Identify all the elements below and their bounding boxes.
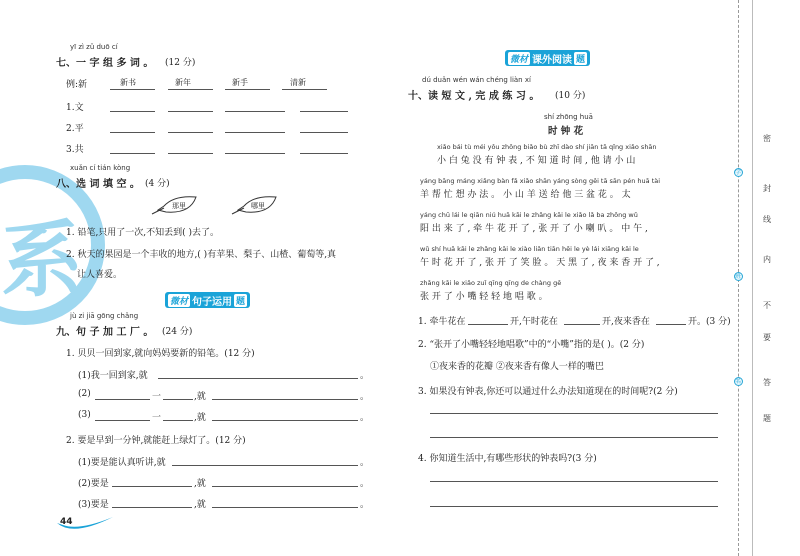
s9-q1c-blank-2[interactable]: [163, 420, 193, 421]
r-q1-end: 开。(3 分): [688, 317, 731, 327]
binding-char-6: 要: [763, 333, 771, 342]
s9-q2: 2. 要是早到一分钟,就能赶上绿灯了。(12 分): [66, 436, 246, 446]
example-word-4: 清新: [290, 78, 306, 87]
example-label: 例:新: [66, 80, 88, 90]
story-line-5-pinyin: zhǎng kāi le xiǎo zuǐ qīng qīng de chàng gē: [420, 279, 562, 287]
r-q3: 3. 如果没有钟表,你还可以通过什么办法知道现在的时间呢?(2 分): [418, 387, 678, 397]
example-underline-2: [168, 89, 213, 90]
banner-end-right: 题: [574, 52, 587, 65]
r-q1-pre: 1. 牵牛花在: [418, 317, 466, 327]
story-line-3-pinyin: yáng chū lái le qiān niú huā kāi le zhǎng kāi le xiǎo lǎ ba zhōng wǔ: [420, 211, 638, 219]
s7-row-1-blank-4[interactable]: [300, 111, 348, 112]
story-line-3: 阳 出 来 了 , 牵 牛 花 开 了 , 张 开 了 小 喇 叭 。 中 午 ,: [420, 224, 648, 234]
banner-text-right: 课外阅读: [532, 54, 573, 66]
s8-pinyin: xuǎn cí tián kòng: [70, 164, 131, 172]
s7-row-2-blank-2[interactable]: [168, 132, 213, 133]
s7-row-3-blank-1[interactable]: [110, 153, 155, 154]
s10-pinyin: dú duǎn wén wán chéng liàn xí: [422, 76, 531, 84]
s7-row-3-label: 3.共: [66, 145, 84, 155]
story-line-4-pinyin: wǔ shí huā kāi le zhǎng kāi le xiào liǎn tiān hēi le yè lái xiāng kāi le: [420, 245, 639, 253]
s9-q1c-mid: 一: [152, 413, 162, 423]
story-line-1-pinyin: xiǎo bái tù méi yǒu zhōng biǎo bù zhī dào shí jiān tā qǐng xiǎo shān: [437, 143, 657, 151]
s9-q2c-post: ,就: [194, 500, 206, 510]
page-number: 44: [60, 517, 73, 527]
s9-q2a-blank[interactable]: [172, 465, 358, 466]
s9-q1a-blank[interactable]: [158, 378, 358, 379]
extra-reading-banner: [505, 50, 590, 66]
example-underline-1: [110, 89, 155, 90]
s8-score: (4 分): [145, 179, 170, 189]
banner-text: 句子运用: [192, 296, 233, 308]
binding-circle-char-3: 名: [735, 378, 742, 385]
s7-row-2-blank-3[interactable]: [225, 132, 285, 133]
s9-q2a-period: 。: [360, 458, 370, 468]
s7-row-1-label: 1.文: [66, 103, 84, 113]
binding-solid-line: [752, 0, 753, 556]
binding-char-3: 线: [763, 215, 771, 224]
r-q1-mid2: 开,夜来香在: [602, 317, 650, 327]
r-q4: 4. 你知道生活中,有哪些形状的钟表吗?(3 分): [418, 454, 597, 464]
binding-char-4: 内: [763, 255, 771, 264]
watermark-char: 系: [1, 213, 84, 308]
story-line-4: 午 时 花 开 了 , 张 开 了 笑 脸 。 天 黑 了 , 夜 来 香 开 了 ,: [420, 258, 660, 268]
story-line-1: 小 白 兔 没 有 钟 表 , 不 知 道 时 间 , 他 请 小 山: [437, 156, 636, 166]
r-q2: 2. “张开了小嘴轻轻地唱歌”中的“小嘴”指的是( )。(2 分): [418, 340, 645, 350]
leaf-word-1: 那里: [172, 202, 186, 210]
s8-title: 八、选 词 填 空 。: [56, 179, 140, 190]
binding-char-5: 不: [763, 301, 771, 310]
s9-q1b-mid: 一: [152, 392, 162, 402]
s9-q2b-blank-1[interactable]: [112, 486, 192, 487]
s9-q2b-post: ,就: [194, 479, 206, 489]
s9-q2b-pre: (2)要是: [78, 479, 109, 489]
leaf-word-cards: [150, 192, 290, 220]
s9-q2a: (1)要是能认真听讲,就: [78, 458, 166, 468]
binding-circle-char-1: 学: [735, 169, 742, 176]
binding-char-2: 封: [763, 184, 771, 193]
s9-q2c-period: 。: [360, 500, 370, 510]
banner-end: 题: [234, 294, 247, 307]
r-q3-answer-line-2[interactable]: [430, 437, 718, 438]
s7-pinyin: yī zì zǔ duō cí: [70, 43, 118, 51]
r-q1-mid1: 开,午时花在: [510, 317, 558, 327]
s9-q1b-post: ,就: [194, 392, 206, 402]
s9-q1b-period: 。: [360, 392, 370, 402]
s9-q2c-pre: (3)要是: [78, 500, 109, 510]
r-q1-blank-1[interactable]: [468, 324, 508, 325]
binding-circle-char-2: 班: [735, 273, 742, 280]
example-underline-3: [225, 89, 270, 90]
s8-q2a: 2. 秋天的果园是一个丰收的地方,( )有苹果、梨子、山楂、葡萄等,真: [66, 250, 337, 260]
s9-q1b-blank-2[interactable]: [163, 399, 193, 400]
s7-row-2-label: 2.平: [66, 124, 84, 134]
binding-char-7: 答: [763, 378, 771, 387]
binding-char-1: 密: [763, 134, 771, 143]
s9-q1a-period: 。: [360, 371, 370, 381]
s9-title: 九、句 子 加 工 厂 。: [56, 327, 154, 338]
r-q3-answer-line-1[interactable]: [430, 413, 718, 414]
s7-row-3-blank-2[interactable]: [168, 153, 213, 154]
s9-q1b-pre: (2): [78, 389, 91, 399]
s7-row-1-blank-2[interactable]: [168, 111, 213, 112]
s7-score: (12 分): [165, 58, 196, 68]
s7-title: 七、一 字 组 多 词 。: [56, 58, 154, 69]
s7-row-3-blank-4[interactable]: [300, 153, 348, 154]
s7-row-3-blank-3[interactable]: [225, 153, 285, 154]
s9-q1c-period: 。: [360, 413, 370, 423]
story-line-2: 羊 帮 忙 想 办 法 。 小 山 羊 送 给 他 三 盆 花 。 太: [420, 190, 631, 200]
s7-row-2-blank-4[interactable]: [300, 132, 348, 133]
example-word-2: 新年: [175, 78, 191, 87]
s9-q1c-blank-3[interactable]: [212, 420, 358, 421]
s9-pinyin: jù zi jiā gōng chǎng: [70, 312, 139, 320]
r-q1-blank-3[interactable]: [656, 324, 686, 325]
s9-score: (24 分): [162, 327, 193, 337]
s7-row-1-blank-3[interactable]: [225, 111, 285, 112]
r-q2-options: ①夜来香的花瓣 ②夜来香有像人一样的嘴巴: [430, 362, 604, 372]
r-q1-blank-2[interactable]: [564, 324, 600, 325]
binding-char-8: 题: [763, 414, 771, 423]
story-title-pinyin: shí zhōng huā: [544, 113, 593, 121]
s9-q2c-blank-1[interactable]: [112, 507, 192, 508]
leaf-word-2: 哪里: [251, 202, 265, 210]
s9-q2c-blank-2[interactable]: [212, 507, 358, 508]
s9-q1c-post: ,就: [194, 413, 206, 423]
s9-q1a: (1)我一回到家,就: [78, 371, 148, 381]
s9-q1c-pre: (3): [78, 410, 91, 420]
story-line-5: 张 开 了 小 嘴 轻 轻 地 唱 歌 。: [420, 292, 548, 302]
story-title: 时 钟 花: [548, 126, 584, 137]
s9-q2b-blank-2[interactable]: [212, 486, 358, 487]
story-line-2-pinyin: yáng bāng máng xiǎng bàn fǎ xiǎo shān yáng sòng gěi tā sān pén huā tài: [420, 177, 661, 185]
s10-score: (10 分): [555, 91, 586, 101]
s9-q2b-period: 。: [360, 479, 370, 489]
s7-row-1-blank-1[interactable]: [110, 111, 155, 112]
sentence-usage-banner: [165, 292, 250, 308]
s9-q1: 1. 贝贝一回到家,就向妈妈要新的铅笔。(12 分): [66, 349, 255, 359]
s8-q1: 1. 铅笔,只用了一次,不知丢到( )去了。: [66, 228, 220, 238]
example-word-1: 新书: [120, 78, 136, 87]
r-q4-answer-line-1[interactable]: [430, 481, 718, 482]
s9-q1b-blank-3[interactable]: [212, 399, 358, 400]
s8-q2b: 让人喜爱。: [77, 270, 123, 280]
banner-tag: 微材: [168, 294, 190, 307]
example-word-3: 新手: [232, 78, 248, 87]
s9-q1b-blank-1[interactable]: [95, 399, 150, 400]
example-underline-4: [282, 89, 327, 90]
s7-row-2-blank-1[interactable]: [110, 132, 155, 133]
s9-q1c-blank-1[interactable]: [95, 420, 150, 421]
banner-tag-right: 微材: [508, 52, 530, 65]
r-q4-answer-line-2[interactable]: [430, 506, 718, 507]
s10-title: 十、读 短 文 , 完 成 练 习 。: [408, 91, 540, 102]
